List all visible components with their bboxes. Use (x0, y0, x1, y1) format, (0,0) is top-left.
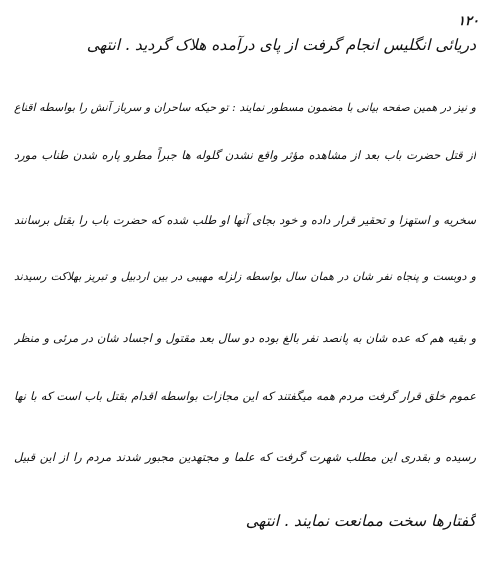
text-line-4: سخریه و استهزا و تحقیر قرار داده و خود بجای آنها او طلب شده که حضرت باب را بقتل برسانند (14, 213, 476, 227)
text-line-5: و دوبست و پنجاه نفر شان در همان سال بواسطه زلزله مهیبی در بین اردبیل و تبریز بهلاکت رسیدند (14, 270, 476, 283)
text-line-1: دریائی انگلیس انجام گرفت از پای درآمده هلاک گردید . انتهی (86, 36, 476, 54)
text-line-8: رسیده و بقدری این مطلب شهرت گرفت که علما و مجتهدین مجبور شدند مردم را از این قبیل (14, 450, 476, 464)
page-number: ۱۲۰ (458, 14, 479, 29)
text-line-2: و نیز در همین صفحه بیانی با مضمون مسطور نمایند : تو حیکه ساحران و سرباز آنش را بواسطه اقناع (14, 101, 476, 114)
text-line-6: و بقیه هم که عده شان به پانصد نفر بالغ بوده دو سال بعد مقتول و اجساد شان در مرئی و منظر (14, 331, 476, 345)
text-line-3: از قتل حضرت باب بعد از مشاهده مؤثر واقع نشدن گلوله ها جبراً مطرو پاره شدن طناب مورد (14, 148, 476, 162)
text-line-9: گفتارها سخت ممانعت نمایند . انتهی (245, 512, 476, 530)
text-line-7: عموم خلق قرار گرفت مردم همه میگفتند که این مجازات بواسطه اقدام بقتل باب است که با نها (14, 389, 476, 403)
